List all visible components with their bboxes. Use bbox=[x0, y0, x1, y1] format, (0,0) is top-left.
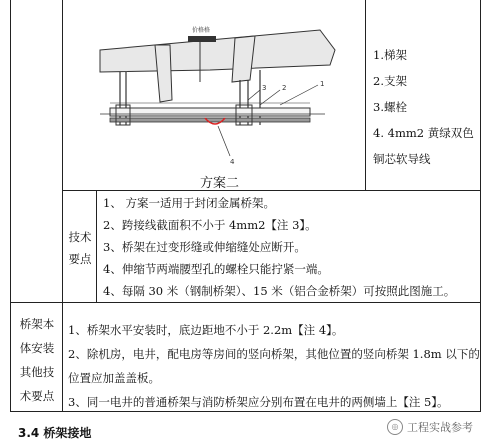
cable-tray bbox=[110, 108, 310, 116]
top-label: 价格格 bbox=[192, 27, 211, 34]
component-legend bbox=[373, 42, 478, 172]
tech-point: 1、 方案一适用于封闭金属桥架。 bbox=[103, 196, 275, 210]
callout-1: 1 bbox=[320, 80, 325, 88]
install-point: 位置应加盖盖板。 bbox=[68, 371, 160, 385]
install-point: 1、桥架水平安装时，底边距地不小于 2.2m【注 4】。 bbox=[68, 323, 344, 337]
install-label-line: 其他技 bbox=[19, 365, 55, 379]
tech-point: 2、跨接线截面积不小于 4mm2【注 3】。 bbox=[103, 218, 317, 232]
install-label-line: 体安装 bbox=[19, 341, 55, 355]
col-divider-legend bbox=[365, 0, 366, 190]
wechat-icon: ◎ bbox=[387, 419, 403, 435]
legend-item: 1.梯架 bbox=[373, 48, 407, 62]
section-heading: 3.4 桥架接地 bbox=[18, 426, 92, 440]
col-divider-label bbox=[62, 0, 63, 412]
row-divider-diagram bbox=[62, 190, 481, 191]
table-border-left bbox=[10, 0, 11, 412]
legend-item: 2.支架 bbox=[373, 74, 407, 88]
install-point: 3、同一电井的普通桥架与消防桥架应分别布置在电井的两侧墙上【注 5】。 bbox=[68, 395, 449, 409]
diagram-caption: 方案二 bbox=[200, 176, 240, 191]
watermark-text: 工程实战参考 bbox=[407, 421, 473, 434]
install-points-label bbox=[12, 312, 62, 408]
tech-label-line: 要点 bbox=[68, 252, 92, 266]
col-divider-tech bbox=[96, 190, 97, 302]
tech-label-line: 技术 bbox=[68, 230, 92, 244]
install-label-line: 桥架本 bbox=[19, 317, 55, 331]
legend-item: 4. 4mm2 黄绿双色 bbox=[373, 126, 474, 140]
tech-points-label bbox=[64, 226, 96, 270]
tech-points-list bbox=[103, 192, 473, 302]
callout-3: 3 bbox=[262, 84, 267, 92]
tech-point: 4、伸缩节两端腰型孔的螺栓只能拧紧一端。 bbox=[103, 262, 329, 276]
row-divider-tech bbox=[10, 302, 481, 303]
install-point: 2、除机房，电井，配电房等房间的竖向桥架，其他位置的竖向桥架 1.8m 以下的 bbox=[68, 347, 480, 361]
legend-item: 3.螺栓 bbox=[373, 100, 407, 114]
table-border-right bbox=[480, 0, 481, 412]
legend-item: 铜芯软导线 bbox=[373, 152, 431, 166]
tech-point: 3、桥架在过变形缝或伸缩缝处应断开。 bbox=[103, 240, 306, 254]
concrete-slab bbox=[100, 30, 335, 72]
callout-2: 2 bbox=[282, 84, 287, 92]
install-label-line: 术要点 bbox=[19, 389, 55, 403]
cable-tray-grounding-diagram bbox=[80, 10, 360, 180]
install-points-list bbox=[68, 318, 480, 414]
watermark bbox=[387, 419, 473, 435]
tech-point: 4、每隔 30 米（钢制桥架）、15 米（铝合金桥架）可按照此图施工。 bbox=[103, 284, 456, 298]
callout-4: 4 bbox=[230, 158, 235, 166]
